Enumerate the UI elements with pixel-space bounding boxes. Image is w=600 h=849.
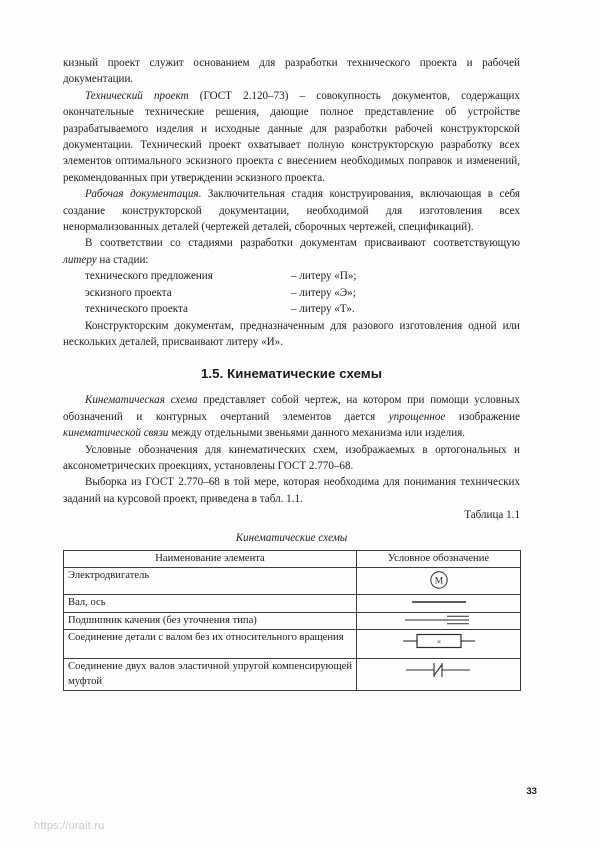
- cell-element-name: Соединение двух валов эластичной упругой компенсирующей муфтой: [64, 659, 357, 691]
- page-title: 1.5. Кинематические схемы: [200, 366, 383, 382]
- fixed-joint-box-x-icon: [361, 631, 516, 651]
- table-head: [64, 550, 521, 567]
- term-working-documentation: Рабочая документация: [85, 188, 199, 201]
- paragraph-gost-notation: Условные обозначения для кинематических схем, изображаемых в ортогональных и аксонометрических проекциях, установлены ГОСТ 2.770–68.: [63, 443, 520, 472]
- column-header-element-name: Наименование элемента: [64, 550, 357, 567]
- paragraph-letter-i: Конструкторским документам, предназначенным для разового изготовления одной или нескольких деталей, присваивают литеру «И».: [63, 319, 520, 348]
- table-row: [64, 612, 521, 630]
- list-item: [63, 301, 520, 317]
- cell-symbol: [357, 630, 521, 659]
- watermark-url: https://urait.ru: [34, 820, 105, 832]
- table-row: [64, 567, 521, 594]
- paragraph-working-documentation: [63, 186, 520, 235]
- list-item: [63, 285, 520, 301]
- cell-element-name: Электродвигатель: [64, 567, 357, 594]
- paragraph-kinematic-definition-mid2: изображение: [445, 410, 520, 423]
- term-litera: литеру: [63, 253, 97, 266]
- fixed-joint-x-mark: ×: [436, 637, 441, 647]
- cell-symbol: [357, 612, 521, 630]
- cell-symbol: [357, 594, 521, 612]
- term-kinematic-link: кинематической связи: [63, 427, 169, 440]
- spacer: [63, 381, 520, 392]
- paragraph-letter-intro: [63, 235, 520, 268]
- column-header-symbol: Условное обозначение: [357, 550, 521, 567]
- list-item: [63, 268, 520, 284]
- motor-circle-m-icon: [361, 569, 516, 591]
- paragraph-gost-selection: Выборка из ГОСТ 2.770–68 в той мере, которая необходима для понимания технических заданий на курсовой проект, приведена в табл. 1.1.: [63, 476, 520, 505]
- table-caption: Кинематические схемы: [235, 531, 348, 544]
- term-simplified: упрощенное: [388, 410, 446, 423]
- cell-element-name: Подшипник качения (без уточнения типа): [64, 612, 357, 630]
- term-kinematic-scheme: Кинематическая схема: [85, 394, 198, 407]
- cell-element-name: Соединение детали с валом без их относительного вращения: [64, 630, 357, 659]
- cell-symbol: [357, 659, 521, 691]
- stage-label: технического проекта: [85, 303, 188, 316]
- paragraph-technical-project-text: (ГОСТ 2.120–73) – совокупность документов, содержащих окончательные технические решения, дающие полное представление об устройстве разрабатываемого изделия и исходные данные для разработки рабочей конструкторской документации. Технический проект охватывает полную конструкторскую разработку всех элементов оптимального эскизного проекта с внесением необходимых поправок и изменений, рекомендованных при утверждении эскизного проекта.: [63, 89, 520, 184]
- paragraph-kinematic-definition-tail: между отдельными звеньями данного механизма или изделия.: [168, 427, 466, 440]
- motor-symbol-letter: М: [434, 576, 443, 587]
- paragraph-working-documentation-text: . Заключительная стадия конструирования, включающая в себя создание конструкторской документации, необходимой для изготовления всех ненормализованных деталей (чертежей деталей, сборочных чертежей, спецификаций).: [63, 188, 521, 234]
- kinematic-schemes-table: [63, 550, 521, 691]
- letter-label: – литеру «П»;: [291, 270, 357, 283]
- letter-label: – литеру «Т».: [291, 303, 355, 316]
- shaft-line-icon: [361, 596, 516, 609]
- table-header-row: [64, 550, 521, 567]
- paragraph-technical-project: [63, 88, 520, 186]
- cell-symbol: [357, 567, 521, 594]
- paragraph-kinematic-definition-mid: представляет собой чертеж, на котором при помощи условных обозначений и контурных очертаний элементов дается: [63, 394, 520, 423]
- paragraph-kinematic-definition: [63, 392, 520, 441]
- letter-label: – литеру «Э»;: [291, 286, 356, 299]
- page-number: 33: [526, 786, 537, 797]
- page-content: [63, 55, 520, 691]
- stage-label: технического предложения: [85, 270, 213, 283]
- table-body: [64, 567, 521, 690]
- spacer: [63, 350, 520, 366]
- paragraph-letter-intro-a: В соответствии со стадиями разработки документам присваивают соответствующую: [85, 237, 520, 250]
- rolling-bearing-icon: [361, 614, 516, 627]
- table-row: [64, 630, 521, 659]
- table-row: [64, 594, 521, 612]
- elastic-coupling-icon: [361, 660, 516, 680]
- table-number-label: Таблица 1.1: [464, 509, 520, 522]
- term-technical-project: Технический проект: [85, 89, 189, 102]
- cell-element-name: Вал, ось: [64, 594, 357, 612]
- letter-stage-list: [63, 268, 520, 317]
- table-row: [64, 659, 521, 691]
- paragraph-continued: кизный проект служит основанием для разработки технического проекта и рабочей документации.: [63, 57, 520, 86]
- paragraph-letter-intro-b: на стадии:: [96, 253, 149, 266]
- stage-label: эскизного проекта: [85, 286, 172, 299]
